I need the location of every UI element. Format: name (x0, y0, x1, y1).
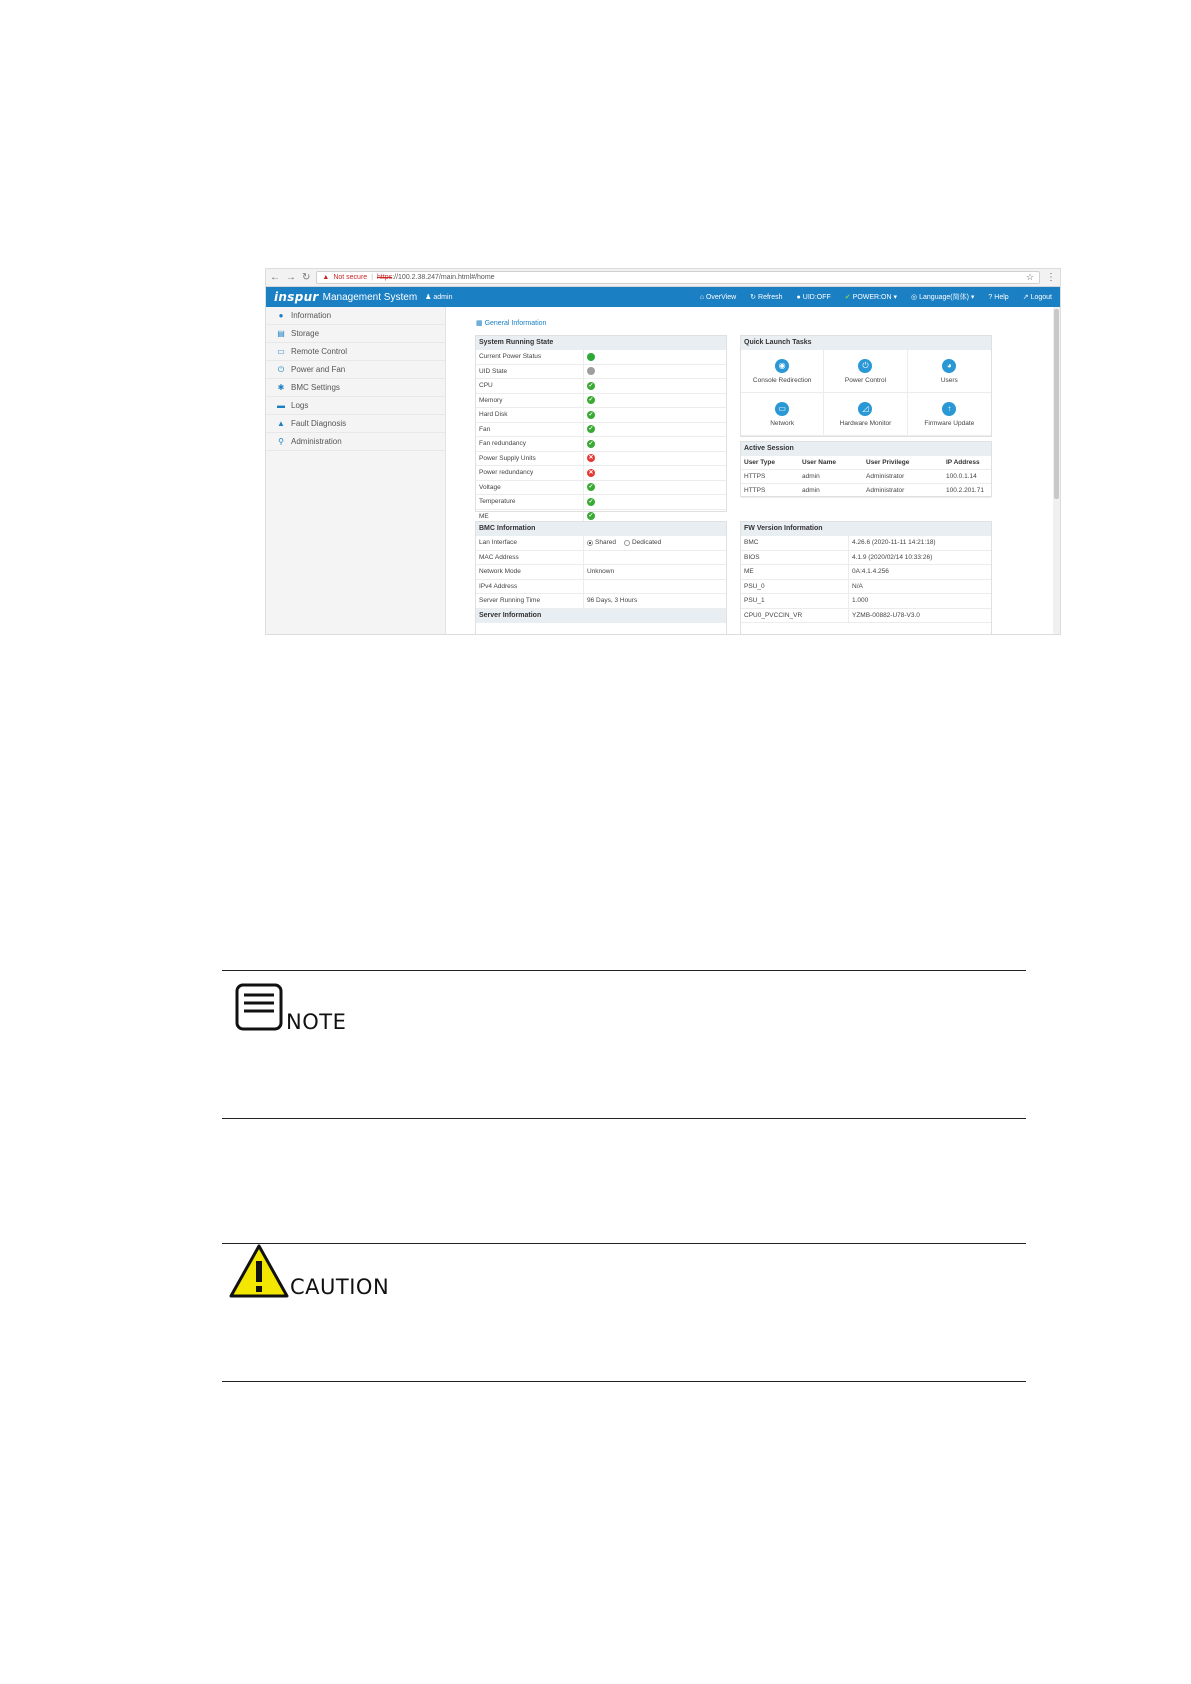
sidebar-item-label: Storage (291, 329, 320, 338)
column-header: User Privilege (866, 459, 910, 466)
row-label: Fan redundancy (476, 437, 584, 451)
back-icon[interactable]: ← (270, 271, 280, 283)
sidebar-item[interactable] (266, 397, 445, 415)
quick-launch-label: Hardware Monitor (839, 419, 892, 427)
top-menu-item[interactable] (797, 294, 831, 301)
top-menu-label: Refresh (758, 294, 783, 301)
brand-logo: inspur (274, 290, 319, 304)
status-ok-icon: ✓ (588, 484, 594, 491)
row-label: Voltage (476, 481, 584, 495)
row-label: CPU0_PVCCIN_VR (741, 609, 849, 623)
sidebar-item-label: Fault Diagnosis (291, 419, 347, 428)
row-label: Lan Interface (476, 536, 584, 550)
row-label: PSU_0 (741, 580, 849, 594)
main-content (447, 307, 1052, 634)
table-row (741, 470, 991, 484)
status-ok-icon: ✓ (588, 397, 594, 404)
caution-icon (228, 1243, 290, 1299)
top-menu-item[interactable] (1023, 293, 1052, 301)
column-header: User Type (744, 459, 775, 466)
row-label: UID State (476, 365, 584, 379)
status-row (476, 452, 726, 467)
quick-launch-item[interactable] (908, 350, 991, 393)
active-session-panel (740, 441, 992, 497)
radio-dedicated[interactable]: Dedicated (624, 539, 661, 546)
logs-icon: ▬ (277, 401, 285, 410)
address-bar[interactable]: ▲ Not secure | https://100.2.38.247/main.html#/home ☆ (316, 271, 1040, 284)
status-row (476, 466, 726, 481)
sidebar-item-label: Information (291, 311, 332, 320)
panel-title: System Running State (476, 336, 726, 350)
panel-title: FW Version Information (741, 522, 991, 536)
quick-launch-item[interactable] (824, 393, 907, 436)
top-menu-item[interactable] (988, 294, 1008, 301)
power-icon: ⏻ (277, 364, 285, 374)
quick-launch-label: Console Redirection (752, 376, 812, 384)
sidebar (266, 307, 446, 634)
scrollbar[interactable] (1053, 307, 1060, 634)
row-label: ME (476, 510, 584, 524)
table-cell: admin (802, 473, 820, 480)
fw-row (741, 565, 991, 580)
security-label: Not secure (333, 274, 368, 281)
sidebar-item[interactable] (266, 343, 445, 361)
console-icon: ◉ (775, 359, 789, 373)
star-icon[interactable]: ☆ (1025, 272, 1034, 282)
column-header: IP Address (946, 459, 980, 466)
panel-title: BMC Information (476, 522, 726, 536)
top-menu-label: POWER:ON ▾ (852, 294, 898, 301)
panel-title: Quick Launch Tasks (741, 336, 991, 350)
status-row (476, 350, 726, 365)
row-value: Unknown (587, 568, 615, 576)
user-icon: ◕ (942, 359, 956, 373)
top-menu-item[interactable] (911, 292, 974, 302)
divider (222, 970, 1026, 971)
browser-toolbar (266, 269, 1060, 287)
sidebar-item[interactable] (266, 379, 445, 397)
top-menu-label: UID:OFF (802, 293, 831, 301)
top-menu-label: Logout (1030, 294, 1052, 301)
sidebar-item-label: Power and Fan (291, 365, 346, 374)
quick-launch-panel (740, 335, 992, 437)
status-ok-icon: ✓ (588, 411, 594, 418)
row-value: 1.000 (852, 597, 869, 605)
table-cell: HTTPS (744, 473, 766, 480)
power-icon: ⏻ (858, 359, 872, 373)
status-row (476, 379, 726, 394)
info-row (476, 580, 726, 595)
app-header (266, 287, 1060, 307)
row-label: ME (741, 565, 849, 579)
storage-icon: ▤ (277, 329, 285, 338)
row-value: 4.1.9 (2020/02/14 10:33:26) (852, 553, 933, 561)
quick-launch-item[interactable] (741, 393, 824, 436)
quick-launch-item[interactable] (741, 350, 824, 393)
status-ok-icon: ✓ (588, 382, 594, 389)
url-scheme: https (377, 274, 393, 281)
gear-icon: ✱ (277, 383, 285, 392)
quick-launch-item[interactable] (908, 393, 991, 436)
monitor-icon: ▭ (277, 347, 285, 356)
status-ok-icon: ✓ (588, 440, 594, 447)
status-row (476, 495, 726, 510)
caution-title: CAUTION (290, 1275, 390, 1299)
status-row (476, 394, 726, 409)
globe-icon: ◎ (911, 294, 918, 301)
lan-interface-row (476, 536, 726, 551)
row-label: Memory (476, 394, 584, 408)
fw-row (741, 536, 991, 551)
grid-icon: ▦ (476, 320, 483, 327)
status-row (476, 437, 726, 452)
fw-row (741, 551, 991, 566)
note-icon (234, 982, 284, 1032)
breadcrumb[interactable]: ▦ General Information (476, 320, 547, 327)
row-label: MAC Address (476, 551, 584, 565)
status-gray-icon (587, 367, 595, 375)
logout-icon: ↗ (1022, 294, 1029, 301)
row-label: Network Mode (476, 565, 584, 579)
fw-row (741, 580, 991, 595)
row-label: CPU (476, 379, 584, 393)
row-value: 4.26.6 (2020-11-11 14:21:18) (852, 539, 936, 547)
quick-launch-item[interactable] (824, 350, 907, 393)
quick-launch-label: Network (770, 419, 795, 427)
row-label: Power Supply Units (476, 452, 584, 466)
table-header (741, 456, 991, 470)
sidebar-item[interactable] (266, 415, 445, 433)
refresh-icon: ↻ (750, 294, 757, 301)
check-icon: ✔ (844, 294, 851, 301)
row-value: N/A (852, 582, 863, 590)
row-label: Hard Disk (476, 408, 584, 422)
sidebar-item-label: Logs (291, 401, 309, 410)
help-icon: ? (988, 293, 993, 301)
row-label: Server Running Time (476, 594, 584, 608)
home-icon: ⌂ (699, 293, 704, 301)
row-label: Fan (476, 423, 584, 437)
sidebar-item[interactable] (266, 433, 445, 451)
row-value: 0A:4.1.4.256 (852, 568, 889, 576)
fw-row (741, 594, 991, 609)
top-menu-item[interactable] (845, 293, 897, 301)
uid-icon: ● (796, 293, 801, 301)
divider (222, 1381, 1026, 1382)
top-menu-label: Language(简体) ▾ (919, 294, 975, 301)
table-cell: Administrator (866, 487, 905, 494)
info-row (476, 565, 726, 580)
info-icon: ● (278, 311, 284, 320)
column-header: User Name (802, 459, 836, 466)
status-err-icon: ✕ (588, 455, 594, 462)
info-row (476, 551, 726, 566)
network-icon: ▭ (775, 402, 789, 416)
table-row (741, 484, 991, 498)
section-title: Server Information (476, 609, 726, 623)
fw-row (741, 609, 991, 624)
forward-icon[interactable]: → (286, 271, 296, 283)
row-label: BIOS (741, 551, 849, 565)
sidebar-item-label: Administration (291, 437, 342, 446)
sidebar-item[interactable] (266, 361, 445, 379)
status-row (476, 481, 726, 496)
radio-shared[interactable]: Shared (587, 539, 616, 546)
table-cell: admin (802, 487, 820, 494)
status-ok-icon: ✓ (588, 498, 594, 505)
bmc-info-panel (475, 521, 727, 635)
quick-launch-label: Power Control (844, 376, 887, 384)
status-on-icon (587, 353, 595, 361)
scroll-thumb[interactable] (1054, 309, 1059, 499)
top-menu (700, 292, 1052, 302)
divider (222, 1118, 1026, 1119)
top-menu-label: Help (994, 293, 1009, 301)
current-user[interactable]: ♟ admin (425, 294, 453, 301)
quick-launch-label: Users (940, 376, 958, 384)
status-row (476, 408, 726, 423)
note-title: NOTE (286, 1010, 347, 1034)
fw-info-panel (740, 521, 992, 635)
row-label: Current Power Status (476, 350, 584, 364)
panel-title: Active Session (741, 442, 991, 456)
more-icon[interactable]: ⋮ (1046, 272, 1056, 283)
table-cell: HTTPS (744, 487, 766, 494)
system-state-panel (475, 335, 727, 520)
warning-icon: ▲ (322, 274, 330, 281)
row-label: Temperature (476, 495, 584, 509)
top-menu-label: OverView (705, 293, 737, 301)
warning-icon: ▲ (277, 419, 285, 428)
row-label: BMC (741, 536, 849, 550)
status-err-icon: ✕ (588, 469, 594, 476)
row-label: Power redundancy (476, 466, 584, 480)
chart-icon: ◿ (858, 402, 872, 416)
app-title: Management System (322, 291, 418, 303)
status-row (476, 423, 726, 438)
row-value: 96 Days, 3 Hours (587, 597, 638, 605)
divider (222, 1243, 1026, 1244)
user-icon: ♟ (425, 294, 432, 301)
quick-launch-label: Firmware Update (924, 419, 975, 427)
url-path: ://100.2.38.247/main.html#/home (392, 274, 495, 281)
row-value: YZMB-00882-U78-V3.0 (852, 611, 920, 619)
info-row (476, 594, 726, 609)
sidebar-item[interactable] (266, 325, 445, 343)
upload-icon: ↑ (942, 402, 956, 416)
status-ok-icon: ✓ (588, 426, 594, 433)
top-menu-item[interactable] (750, 293, 782, 301)
embedded-screenshot (265, 268, 1061, 635)
status-ok-icon: ✓ (588, 513, 594, 520)
top-menu-item[interactable] (700, 294, 736, 301)
sidebar-item[interactable] (266, 307, 445, 325)
sidebar-item-label: BMC Settings (291, 383, 340, 392)
table-cell: Administrator (866, 473, 905, 480)
status-row (476, 365, 726, 380)
row-label: PSU_1 (741, 594, 849, 608)
row-label: IPv4 Address (476, 580, 584, 594)
table-cell: 100.0.1.14 (946, 473, 977, 480)
admin-icon: ⚲ (278, 437, 284, 446)
reload-icon[interactable]: ↻ (302, 271, 311, 283)
table-cell: 100.2.201.71 (946, 487, 984, 494)
sidebar-item-label: Remote Control (291, 347, 348, 356)
